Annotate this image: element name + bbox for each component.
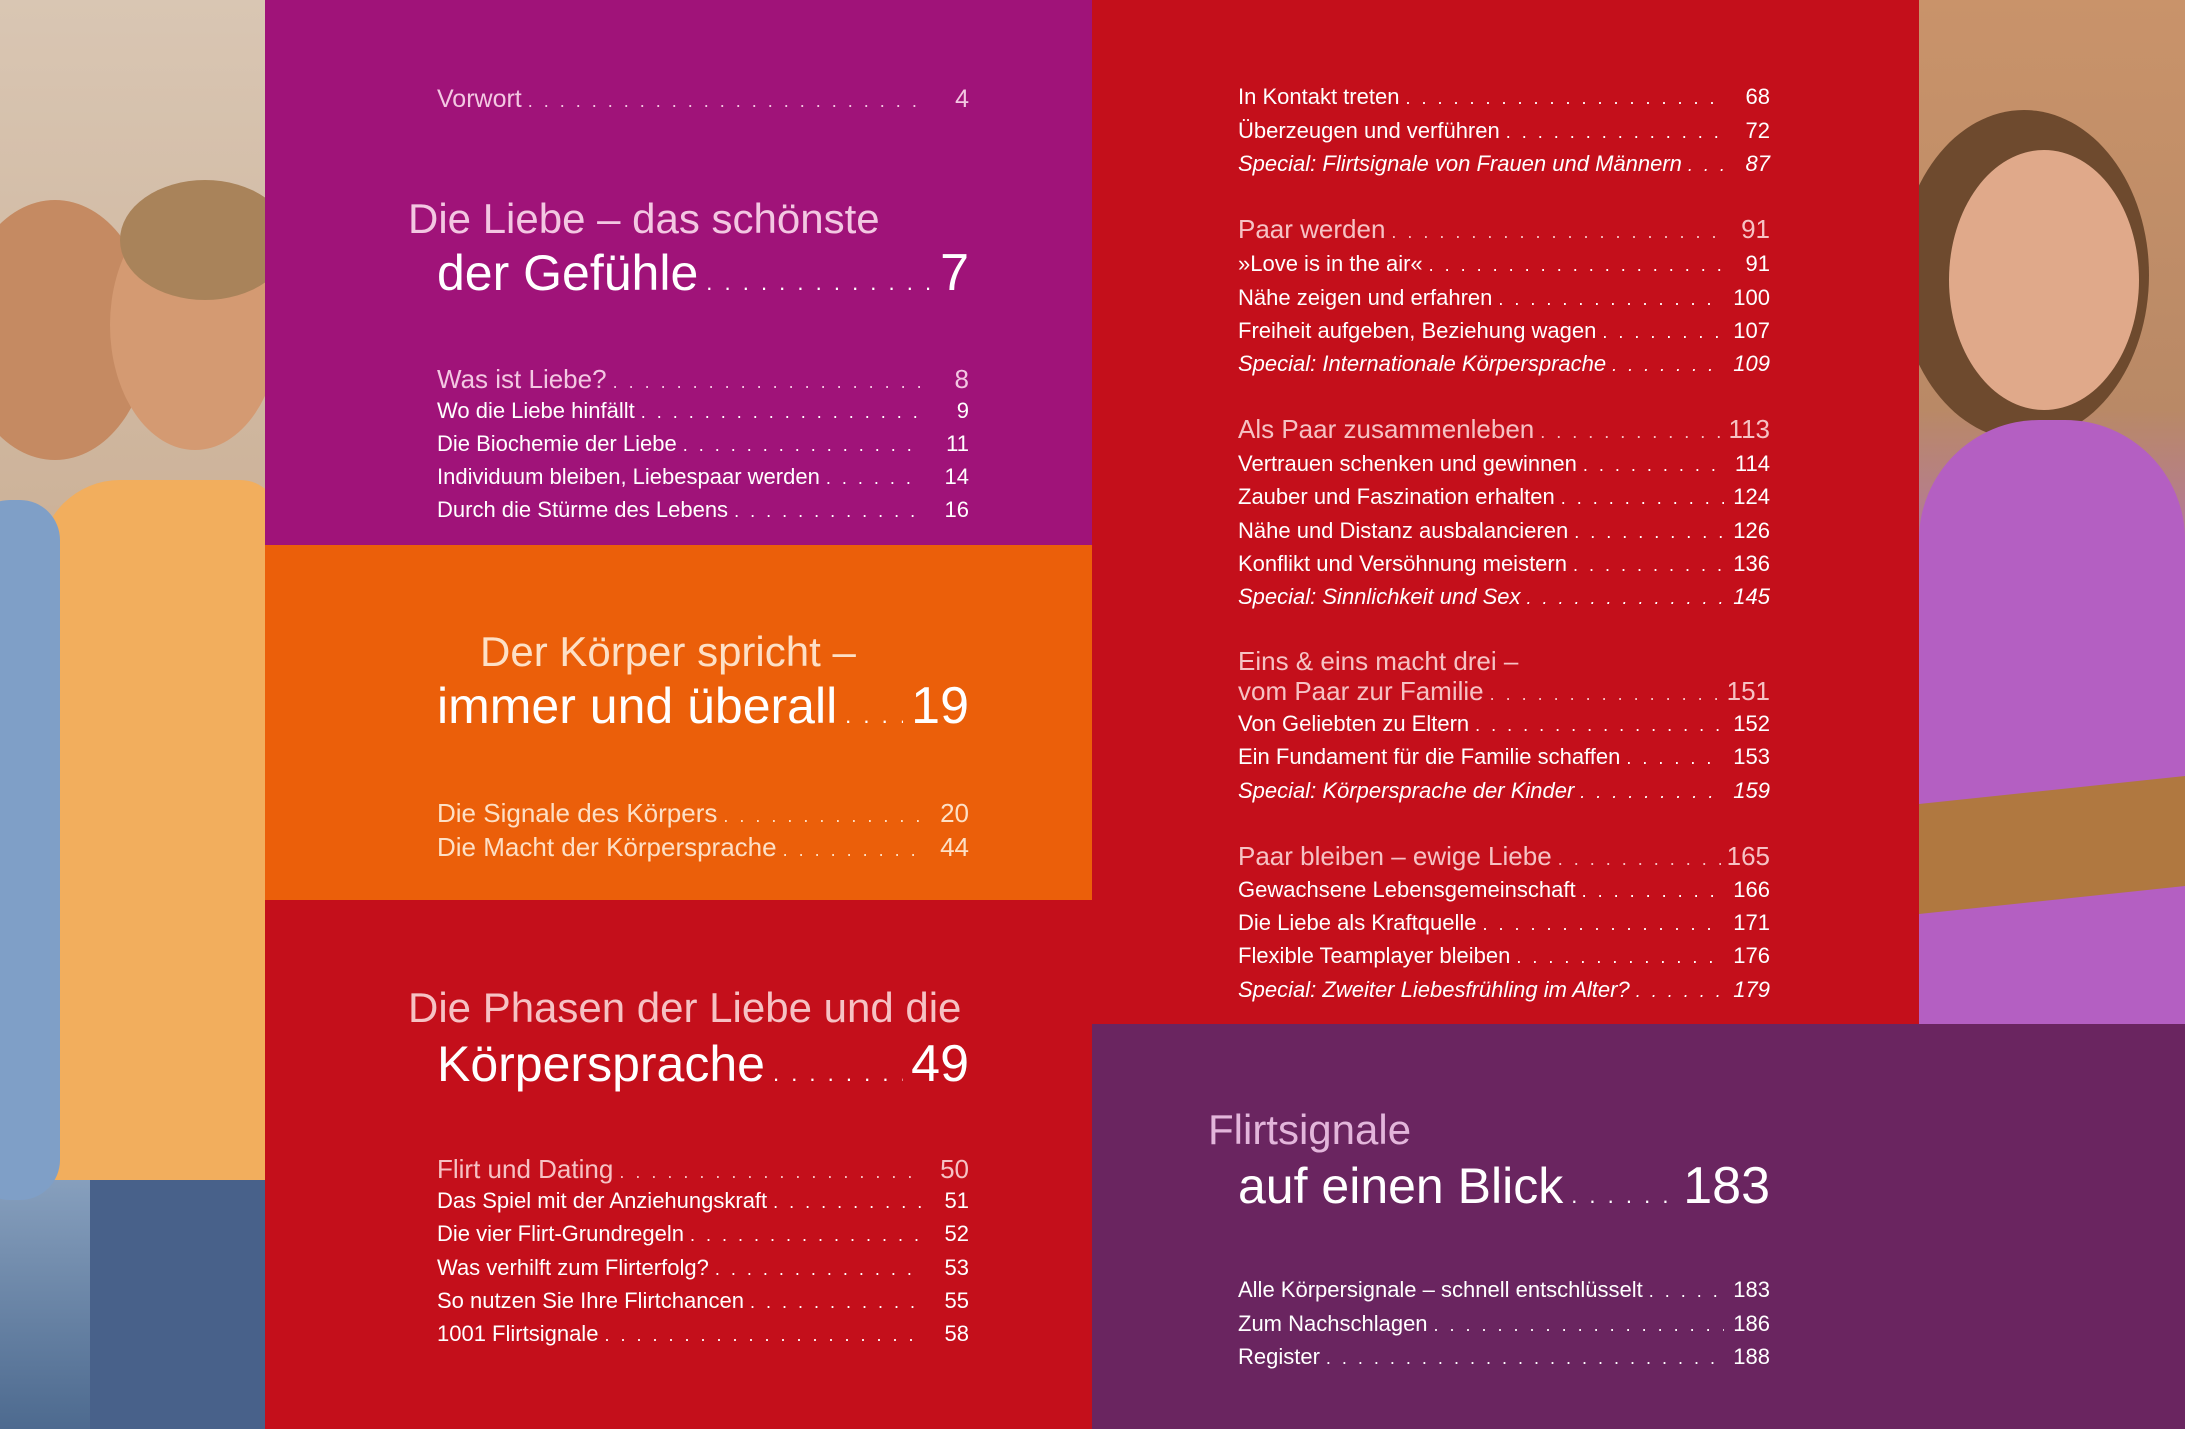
toc-entry-page: 68: [1745, 84, 1770, 109]
toc-entry-title: Wo die Liebe hinfällt: [437, 398, 635, 423]
dot-leader: [1527, 588, 1725, 609]
dot-leader: [1571, 1183, 1675, 1209]
toc-entry[interactable]: [1238, 744, 1770, 770]
toc-entry-page: 186: [1733, 1311, 1770, 1336]
toc-entry[interactable]: [437, 431, 969, 457]
toc-entry-title: Konflikt und Versöhnung meistern: [1238, 551, 1567, 576]
toc-entry[interactable]: [1238, 285, 1770, 311]
toc-entry-page: 72: [1745, 118, 1770, 143]
toc-entry[interactable]: [1238, 518, 1770, 544]
toc-entry[interactable]: [437, 497, 969, 523]
toc-entry-title: Von Geliebten zu Eltern: [1238, 711, 1470, 736]
dot-leader: [528, 91, 923, 112]
dot-leader: [1583, 455, 1724, 476]
toc-entry[interactable]: [437, 1154, 969, 1185]
dot-leader: [845, 703, 903, 729]
toc-entry[interactable]: [1238, 318, 1770, 344]
toc-entry-page: 152: [1733, 711, 1770, 736]
toc-entry-page: 100: [1733, 285, 1770, 310]
toc-entry[interactable]: [437, 464, 969, 490]
toc-entry-page: 171: [1733, 910, 1770, 935]
toc-entry[interactable]: [1238, 251, 1770, 277]
toc-entry-title: Die Signale des Körpers: [437, 798, 718, 828]
toc-entry[interactable]: [1238, 1277, 1770, 1303]
section-2-title-line1: Der Körper spricht –: [480, 628, 856, 675]
dot-leader: [1574, 522, 1724, 543]
toc-entry-page: 113: [1728, 414, 1770, 444]
toc-entry-page: 55: [944, 1288, 969, 1313]
toc-entry-title: Special: Körpersprache der Kinder: [1238, 778, 1575, 803]
toc-entry-title: Special: Zweiter Liebesfrühling im Alter?: [1238, 977, 1630, 1002]
toc-entry[interactable]: [1238, 84, 1770, 110]
dot-leader: [683, 435, 923, 456]
toc-entry[interactable]: [1238, 118, 1770, 144]
toc-entry[interactable]: [1238, 414, 1770, 445]
toc-entry-title: Zauber und Faszination erhalten: [1238, 484, 1555, 509]
dot-leader: [1580, 782, 1724, 803]
toc-entry-title: Die vier Flirt-Grundregeln: [437, 1221, 684, 1246]
toc-entry-title: Gewachsene Lebensgemeinschaft: [1238, 877, 1576, 902]
section-4-title-line2[interactable]: auf einen Blick . . . 183: [1238, 1156, 1770, 1216]
dot-leader: [1429, 255, 1724, 276]
toc-entry-title: Nähe und Distanz ausbalancieren: [1238, 518, 1569, 543]
toc-entry[interactable]: [437, 1188, 969, 1214]
dot-leader: [1612, 355, 1724, 376]
toc-entry-title: Special: Internationale Körpersprache: [1238, 351, 1607, 376]
toc-entry[interactable]: [1238, 977, 1770, 1003]
dot-leader: [1573, 555, 1724, 576]
toc-entry[interactable]: [1238, 214, 1770, 245]
toc-entry-page: 14: [944, 464, 969, 489]
toc-entry[interactable]: [437, 798, 969, 829]
toc-entry-title: Was verhilft zum Flirterfolg?: [437, 1255, 709, 1280]
toc-entry-page: 136: [1733, 551, 1770, 576]
toc-entry-page: 16: [944, 497, 969, 522]
toc-entry[interactable]: [437, 832, 969, 863]
toc-entry-title: Paar werden: [1238, 214, 1386, 244]
toc-entry-page: 183: [1733, 1277, 1770, 1302]
jeans: [90, 1180, 265, 1429]
toc-entry-title: Special: Flirtsignale von Frauen und Männern: [1238, 151, 1682, 176]
dot-leader: [773, 1192, 923, 1213]
toc-entry[interactable]: [1238, 484, 1770, 510]
toc-entry-page: 9: [956, 398, 969, 423]
section-2-title-line2[interactable]: immer und überall . . . 19: [437, 676, 969, 736]
dot-leader: [1516, 947, 1724, 968]
dot-leader: [1326, 1348, 1724, 1369]
dot-leader: [1475, 715, 1724, 736]
toc-entry[interactable]: [437, 364, 969, 395]
toc-entry-title: Überzeugen und verführen: [1238, 118, 1500, 143]
toc-entry[interactable]: [437, 398, 969, 424]
toc-entry[interactable]: [1238, 151, 1770, 177]
toc-entry-page: 109: [1733, 351, 1770, 376]
toc-entry[interactable]: [1238, 451, 1770, 477]
toc-entry-title: Die Biochemie der Liebe: [437, 431, 677, 456]
section-1-title-line1: Die Liebe – das schönste: [408, 195, 880, 242]
dot-leader: [1482, 914, 1724, 935]
dot-leader: [734, 501, 923, 522]
toc-entry[interactable]: [1238, 1344, 1770, 1370]
dot-leader: [1602, 322, 1724, 343]
toc-entry-title: Nähe zeigen und erfahren: [1238, 285, 1493, 310]
toc-entry[interactable]: [1238, 711, 1770, 737]
orange-shirt: [40, 480, 265, 1180]
dot-leader: [1391, 222, 1724, 243]
toc-entry-title: vom Paar zur Familie: [1238, 676, 1484, 706]
dot-leader: [723, 806, 923, 827]
dot-leader: [715, 1259, 923, 1280]
toc-entry-title: 1001 Flirtsignale: [437, 1321, 599, 1346]
toc-entry-page: 114: [1734, 451, 1770, 476]
toc-entry-title: Eins & eins macht drei –: [1238, 646, 1519, 676]
dot-leader: [1405, 88, 1724, 109]
toc-entry-foreword[interactable]: Vorwort . . . 4: [437, 85, 969, 114]
toc-entry-title: Das Spiel mit der Anziehungskraft: [437, 1188, 768, 1213]
dot-leader: [1582, 881, 1724, 902]
toc-entry[interactable]: [1238, 551, 1770, 577]
toc-entry[interactable]: [437, 1321, 969, 1347]
toc-entry-page: 165: [1726, 841, 1770, 871]
section-3-title-line1: Die Phasen der Liebe und die: [408, 984, 962, 1031]
toc-entry-page: 20: [940, 798, 969, 828]
purple-top: [1919, 420, 2185, 1024]
toc-entry-page: 176: [1733, 943, 1770, 968]
section-4-title-line1: Flirtsignale: [1208, 1106, 1412, 1153]
toc-entry-title: Die Macht der Körpersprache: [437, 832, 777, 862]
toc-entry[interactable]: [1238, 584, 1770, 610]
toc-entry-page: 124: [1733, 484, 1770, 509]
toc-entry-page: 179: [1733, 977, 1770, 1002]
toc-entry-page: 51: [944, 1188, 969, 1213]
dot-leader: [619, 1162, 923, 1183]
toc-entry-title: Durch die Stürme des Lebens: [437, 497, 729, 522]
toc-entry-title: In Kontakt treten: [1238, 84, 1400, 109]
dot-leader: [1649, 1281, 1724, 1302]
dot-leader: [1636, 981, 1724, 1002]
toc-entry[interactable]: [1238, 841, 1770, 872]
toc-entry-page: 8: [954, 364, 969, 394]
toc-entry-page: 87: [1745, 151, 1770, 176]
toc-entry-title: Special: Sinnlichkeit und Sex: [1238, 584, 1521, 609]
toc-entry[interactable]: [1238, 877, 1770, 903]
toc-entry-title: Vertrauen schenken und gewinnen: [1238, 451, 1577, 476]
toc-entry-title: Flirt und Dating: [437, 1154, 614, 1184]
toc-entry-title: Was ist Liebe?: [437, 364, 607, 394]
toc-entry-title: Paar bleiben – ewige Liebe: [1238, 841, 1552, 871]
dot-leader: [1626, 748, 1724, 769]
dot-leader: [783, 840, 923, 861]
dot-leader: [1561, 488, 1724, 509]
toc-entry-title: »Love is in the air«: [1238, 251, 1423, 276]
dot-leader: [1498, 289, 1724, 310]
toc-entry-title: Ein Fundament für die Familie schaffen: [1238, 744, 1621, 769]
toc-entry-page: 151: [1726, 676, 1770, 706]
toc-entry-page: 91: [1745, 251, 1770, 276]
toc-entry-title: Die Liebe als Kraftquelle: [1238, 910, 1477, 935]
toc-entry-page: 91: [1741, 214, 1770, 244]
toc-entry-page: 126: [1733, 518, 1770, 543]
toc-entry-page: 166: [1733, 877, 1770, 902]
toc-entry[interactable]: [437, 1288, 969, 1314]
toc-entry[interactable]: [1238, 778, 1770, 804]
section-1-title-line2[interactable]: der Gefühle . . . 7: [437, 243, 969, 303]
toc-entry[interactable]: [437, 1221, 969, 1247]
toc-entry-title: Freiheit aufgeben, Beziehung wagen: [1238, 318, 1597, 343]
dot-leader: [706, 270, 932, 296]
section-3-title-line2[interactable]: Körpersprache . . . 49: [437, 1034, 969, 1094]
dot-leader: [613, 372, 923, 393]
toc-entry-page: 52: [944, 1221, 969, 1246]
toc-entry-page: 145: [1733, 584, 1770, 609]
couple-photo: [0, 0, 265, 1429]
toc-entry-page: 159: [1733, 778, 1770, 803]
dot-leader: [690, 1225, 923, 1246]
dot-leader: [1434, 1315, 1724, 1336]
toc-entry-page: 188: [1733, 1344, 1770, 1369]
dot-leader: [641, 402, 923, 423]
dot-leader: [604, 1325, 923, 1346]
toc-entry-title: So nutzen Sie Ihre Flirtchancen: [437, 1288, 744, 1313]
toc-entry[interactable]: [1238, 676, 1770, 707]
toc-entry-title: Als Paar zusammenleben: [1238, 414, 1535, 444]
toc-entry[interactable]: [1238, 351, 1770, 377]
woman-face-right: [1949, 150, 2139, 410]
toc-entry[interactable]: [1238, 943, 1770, 969]
toc-entry-page: 50: [940, 1154, 969, 1184]
dot-leader: [750, 1292, 923, 1313]
dot-leader: [1540, 422, 1722, 443]
toc-entry-page: 11: [946, 431, 969, 456]
dot-leader: [1490, 684, 1721, 705]
toc-entry-title: Register: [1238, 1344, 1320, 1369]
toc-entry-title: Alle Körpersignale – schnell entschlüsselt: [1238, 1277, 1643, 1302]
toc-entry-page: 107: [1733, 318, 1770, 343]
toc-entry-page: 58: [944, 1321, 969, 1346]
toc-entry-title: Flexible Teamplayer bleiben: [1238, 943, 1511, 968]
blue-sweater: [0, 500, 60, 1200]
toc-entry-page: 53: [944, 1255, 969, 1280]
toc-entry[interactable]: [1238, 910, 1770, 936]
toc-entry-title: Individuum bleiben, Liebespaar werden: [437, 464, 820, 489]
woman-photo: [1919, 0, 2185, 1024]
dot-leader: [826, 468, 923, 489]
toc-entry[interactable]: [437, 1255, 969, 1281]
toc-entry[interactable]: [1238, 1311, 1770, 1337]
toc-entry-title: Zum Nachschlagen: [1238, 1311, 1428, 1336]
toc-entry-page: 44: [940, 832, 969, 862]
dot-leader: [773, 1061, 903, 1087]
dot-leader: [1558, 849, 1721, 870]
toc-entry[interactable]: [1238, 646, 1770, 677]
toc-entry-page: 153: [1733, 744, 1770, 769]
dot-leader: [1688, 155, 1724, 176]
dot-leader: [1506, 122, 1724, 143]
